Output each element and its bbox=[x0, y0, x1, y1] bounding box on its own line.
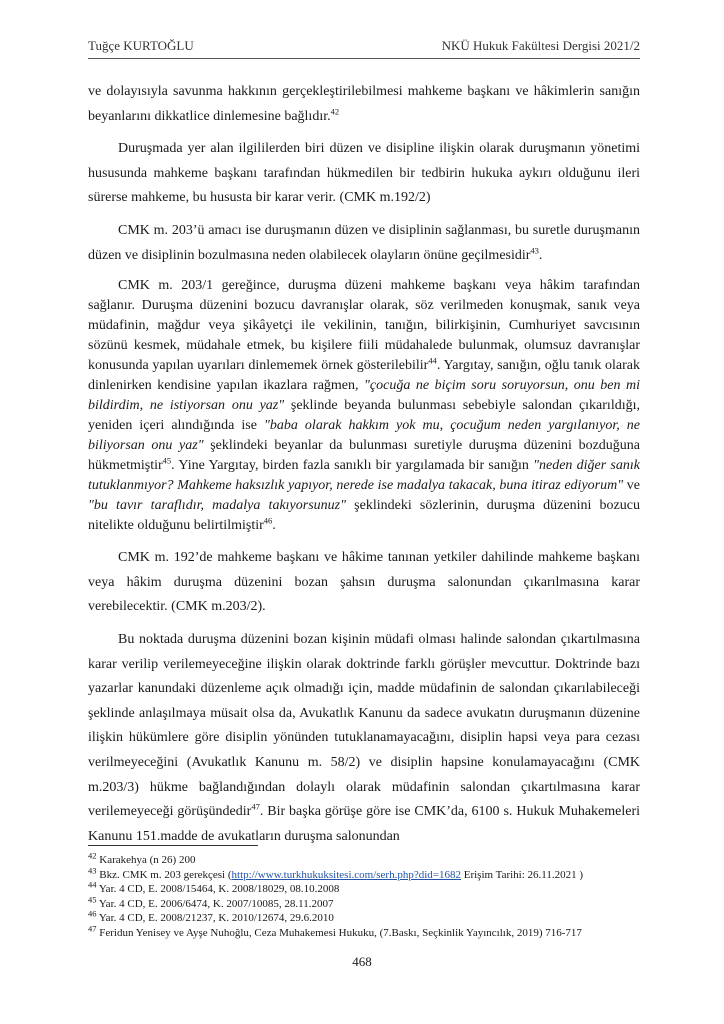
quote-3: "neden diğer sanık tutuklanmıyor? Mahkeme haksızlık yapıyor, nerede ise madalya takacak, buna itiraz ediyorum" bbox=[88, 458, 640, 494]
paragraph-3: CMK m. 203’ü amacı ise duruşmanın düzen ve disiplinin sağlanması, bu suretle duruşmanın düzen ve disiplinin bozulmasına neden olabilecek olayların önüne geçilmesidir$^{43}$. bbox=[88, 222, 640, 263]
footnotes bbox=[88, 850, 640, 941]
paragraph-4: CMK m. 203/1 gereğince, duruşma düzeni mahkeme başkanı veya hâkim tarafından sağlanır. Duruşma düzenini bozucu davranışlar olarak, söz verilmeden konuşmak, sanık veya müdafinin, mağdur veya şikâyetçi ile vekilinin, tanığın, bilirkişinin, Cumhuriyet savcısının sözünü kesmek, müdahale etmek, bu kişilere fiili müdahalede bulunmak, olumsuz davranışlar konusunda yapılan uyarıları dinlememek örnek gösterilebilir$^{44}$. Yargıtay, sanığın, oğlu tanık olarak dinlenirken kendisine yapılan ikazlara rağmen, "çocuğa ne biçim soru soruyorsun, onu ben mi bildirdim, ne istiyorsan onu yaz" şeklinde beyanda bulunması sebebiyle salondan çıkarıldığı, yeniden içeri alındığında ise "baba olarak hakkım yok mu, çocuğum neden yargılanıyor, ne biliyorsan onu yaz" şeklindeki beyanlar da bulunması suretiyle duruşma düzenini bozduğuna hükmetmiştir$^{45}$. Yine Yargıtay, birden fazla sanıklı bir yargılamada bir sanığın "neden diğer sanık tutuklanmıyor? Mahkeme haksızlık yapıyor, nerede ise madalya takacak, buna itiraz ediyorum" ve "bu tavır taraflıdır, madalya takıyorsunuz" şeklindeki sözlerinin, duruşma düzenini bozucu nitelikte olduğunu belirtilmiştir$^{46}$. bbox=[88, 278, 641, 534]
header-author: Tuğçe KURTOĞLU bbox=[88, 38, 194, 53]
paragraph-1: ve dolayısıyla savunma hakkının gerçekleştirilebilmesi mahkeme başkanı ve hâkimlerin sanığın beyanlarını dikkatlice dinlemesine bağlıdır.$^{42}$ bbox=[88, 84, 640, 124]
footnote-44: $^{44}$ Yar. 4 CD, E. 2008/15464, K. 2008/18029, 08.10.2008 bbox=[88, 879, 340, 896]
running-header bbox=[88, 38, 640, 58]
quote-2: "baba olarak hakkım yok mu, çocuğum neden yargılanıyor, ne biliyorsan onu yaz" bbox=[88, 418, 640, 454]
quote-4: "bu tavır taraflıdır, madalya takıyorsunuz" bbox=[88, 498, 346, 514]
footnote-ref-47[interactable]: 47 bbox=[251, 801, 260, 812]
footnote-ref-45[interactable]: 45 bbox=[162, 455, 172, 466]
footnote-ref-46[interactable]: 46 bbox=[263, 515, 273, 526]
footnote-47: $^{47}$ Feridun Yenisey ve Ayşe Nuhoğlu, Ceza Muhakemesi Hukuku, (7.Baskı, Seçkinlik Yayıncılık, 2019) 716-717 bbox=[88, 923, 582, 939]
header-journal: NKÜ Hukuk Fakültesi Dergisi 2021/2 bbox=[441, 38, 640, 53]
footnote-ref-44[interactable]: 44 bbox=[428, 355, 437, 366]
body-text bbox=[88, 80, 640, 857]
footnote-43-link[interactable]: http://www.turkhukuksitesi.com/serh.php?did=1682 bbox=[231, 868, 461, 881]
paragraph-2: Duruşmada yer alan ilgililerden biri düzen ve disipline ilişkin olarak duruşmanın yönetimi hususunda mahkeme başkanı tarafından hükmedilen bir tedbirin hukuka aykırı olduğunu ileri sürerse mahkeme, bu hususta bir karar verir. (CMK m.192/2) bbox=[88, 141, 640, 206]
footnote-46: $^{46}$ Yar. 4 CD, E. 2008/21237, K. 2010/12674, 29.6.2010 bbox=[88, 908, 334, 925]
footnote-ref-42[interactable]: 42 bbox=[330, 105, 340, 116]
footnote-45: $^{45}$ Yar. 4 CD, E. 2006/6474, K. 2007/10085, 28.11.2007 bbox=[88, 894, 334, 910]
header-rule bbox=[88, 58, 640, 59]
footnote-43: $^{43}$ Bkz. CMK m. 203 gerekçesi (http://www.turkhukuksitesi.com/serh.php?did=1682 Erişim Tarihi: 26.11.2021 ) bbox=[88, 864, 584, 881]
footnote-ref-43[interactable]: 43 bbox=[530, 244, 539, 255]
page-number: 468 bbox=[352, 954, 372, 969]
footnote-42: $^{42}$ Karakehya (n 26) 200 bbox=[88, 850, 196, 866]
quote-1: "çocuğa ne biçim soru soruyorsun, onu ben mi bildirdim, ne istiyorsan onu yaz" bbox=[88, 378, 640, 414]
footnote-separator bbox=[88, 845, 258, 846]
paragraph-6: Bu noktada duruşma düzenini bozan kişinin müdafi olması halinde salondan çıkartılmasına karar verilip verilemeyeceğine ilişkin olarak doktrinde farklı görüşler mevcuttur. Doktrinde bazı yazarlar kanundaki düzenleme açık olmadığı için, madde müdafinin de salondan çıkarılabileceği şeklinde anlaşılmaya müsait olsa da, Avukatlık Kanunu da sadece avukatın duruşmanın düzenine ilişkin hükümlere göre disiplin yönünden tutuklanamayacağını, disiplin hapsi veya para cezası verilmeyeceğini (Avukatlık Kanunu m. 58/2) ve disiplin hapsine konulamayacağını (CMK m.203/3) hükme bağlandığından dolaylı olarak müdafinin salondan çıkartılmasına karar verilemeyeceği görüşündedir$^{47}$. Bir başka görüşe göre ise CMK’da, 6100 s. Hukuk Muhakemeleri Kanunu 151.madde de avukatların duruşma salonundan bbox=[88, 631, 641, 844]
paragraph-5: CMK m. 192’de mahkeme başkanı ve hâkime tanınan yetkiler dahilinde mahkeme başkanı veya hâkim duruşma düzenini bozan şahsın duruşma salonundan çıkarılmasına karar verebilecektir. (CMK m.203/2). bbox=[88, 550, 640, 615]
